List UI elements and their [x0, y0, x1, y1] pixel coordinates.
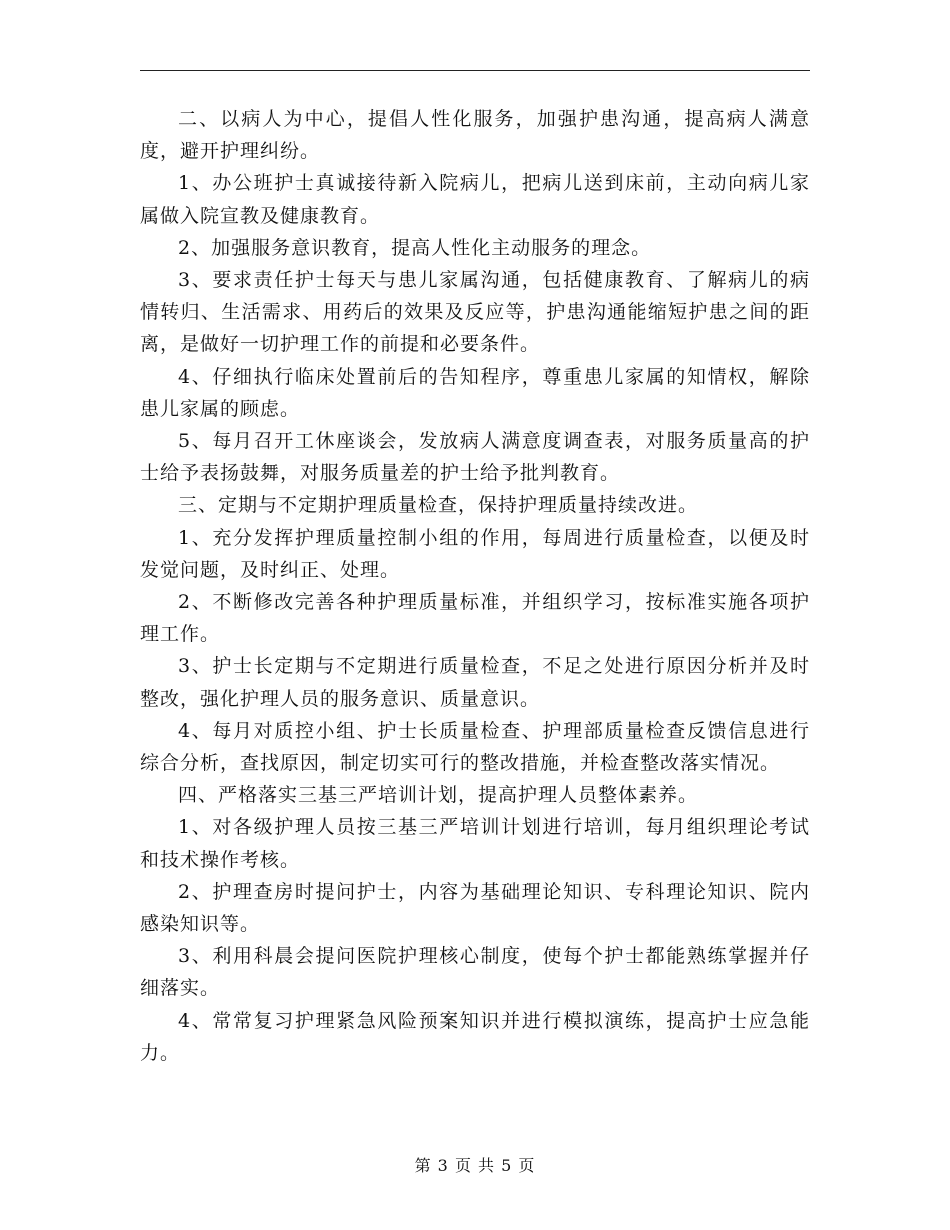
- paragraph: 1、办公班护士真诚接待新入院病儿，把病儿送到床前，主动向病儿家属做入院宣教及健康教育。: [140, 172, 810, 227]
- paragraph: 1、充分发挥护理质量控制小组的作用，每周进行质量检查，以便及时发觉问题，及时纠正、处理。: [140, 526, 810, 581]
- paragraph: 2、不断修改完善各种护理质量标准，并组织学习，按标准实施各项护理工作。: [140, 591, 810, 646]
- section-heading-4: 四、严格落实三基三严培训计划，提高护理人员整体素养。: [178, 784, 699, 807]
- paragraph: 4、每月对质控小组、护士长质量检查、护理部质量检查反馈信息进行综合分析，查找原因，制定切实可行的整改措施，并检查整改落实情况。: [140, 719, 810, 775]
- paragraph: 4、常常复习护理紧急风险预案知识并进行模拟演练，提高护士应急能力。: [140, 1009, 810, 1064]
- paragraph: 3、护士长定期与不定期进行质量检查，不足之处进行原因分析并及时整改，强化护理人员的服务意识、质量意识。: [140, 655, 810, 710]
- paragraph: 5、每月召开工休座谈会，发放病人满意度调查表，对服务质量高的护士给予表扬鼓舞，对服务质量差的护士给予批判教育。: [140, 430, 810, 485]
- header-rule: [140, 70, 810, 71]
- document-body: [140, 103, 810, 1069]
- paragraph: 1、对各级护理人员按三基三严培训计划进行培训，每月组织理论考试和技术操作考核。: [140, 816, 810, 871]
- paragraph: 4、仔细执行临床处置前后的告知程序，尊重患儿家属的知情权，解除患儿家属的顾虑。: [140, 365, 810, 420]
- paragraph: 2、护理查房时提问护士，内容为基础理论知识、专科理论知识、院内感染知识等。: [140, 880, 810, 936]
- paragraph: 3、利用科晨会提问医院护理核心制度，使每个护士都能熟练掌握并仔细落实。: [140, 945, 810, 1000]
- paragraph: 3、要求责任护士每天与患儿家属沟通，包括健康教育、了解病儿的病情转归、生活需求、用药后的效果及反应等，护患沟通能缩短护患之间的距离，是做好一切护理工作的前提和必要条件。: [140, 269, 810, 356]
- section-heading-3: 三、定期与不定期护理质量检查，保持护理质量持续改进。: [178, 494, 699, 517]
- paragraph: 2、加强服务意识教育，提高人性化主动服务的理念。: [178, 236, 652, 259]
- page-footer: 第 3 页 共 5 页: [414, 1156, 536, 1175]
- section-heading-2: 二、以病人为中心，提倡人性化服务，加强护患沟通，提高病人满意度，避开护理纠纷。: [140, 108, 810, 163]
